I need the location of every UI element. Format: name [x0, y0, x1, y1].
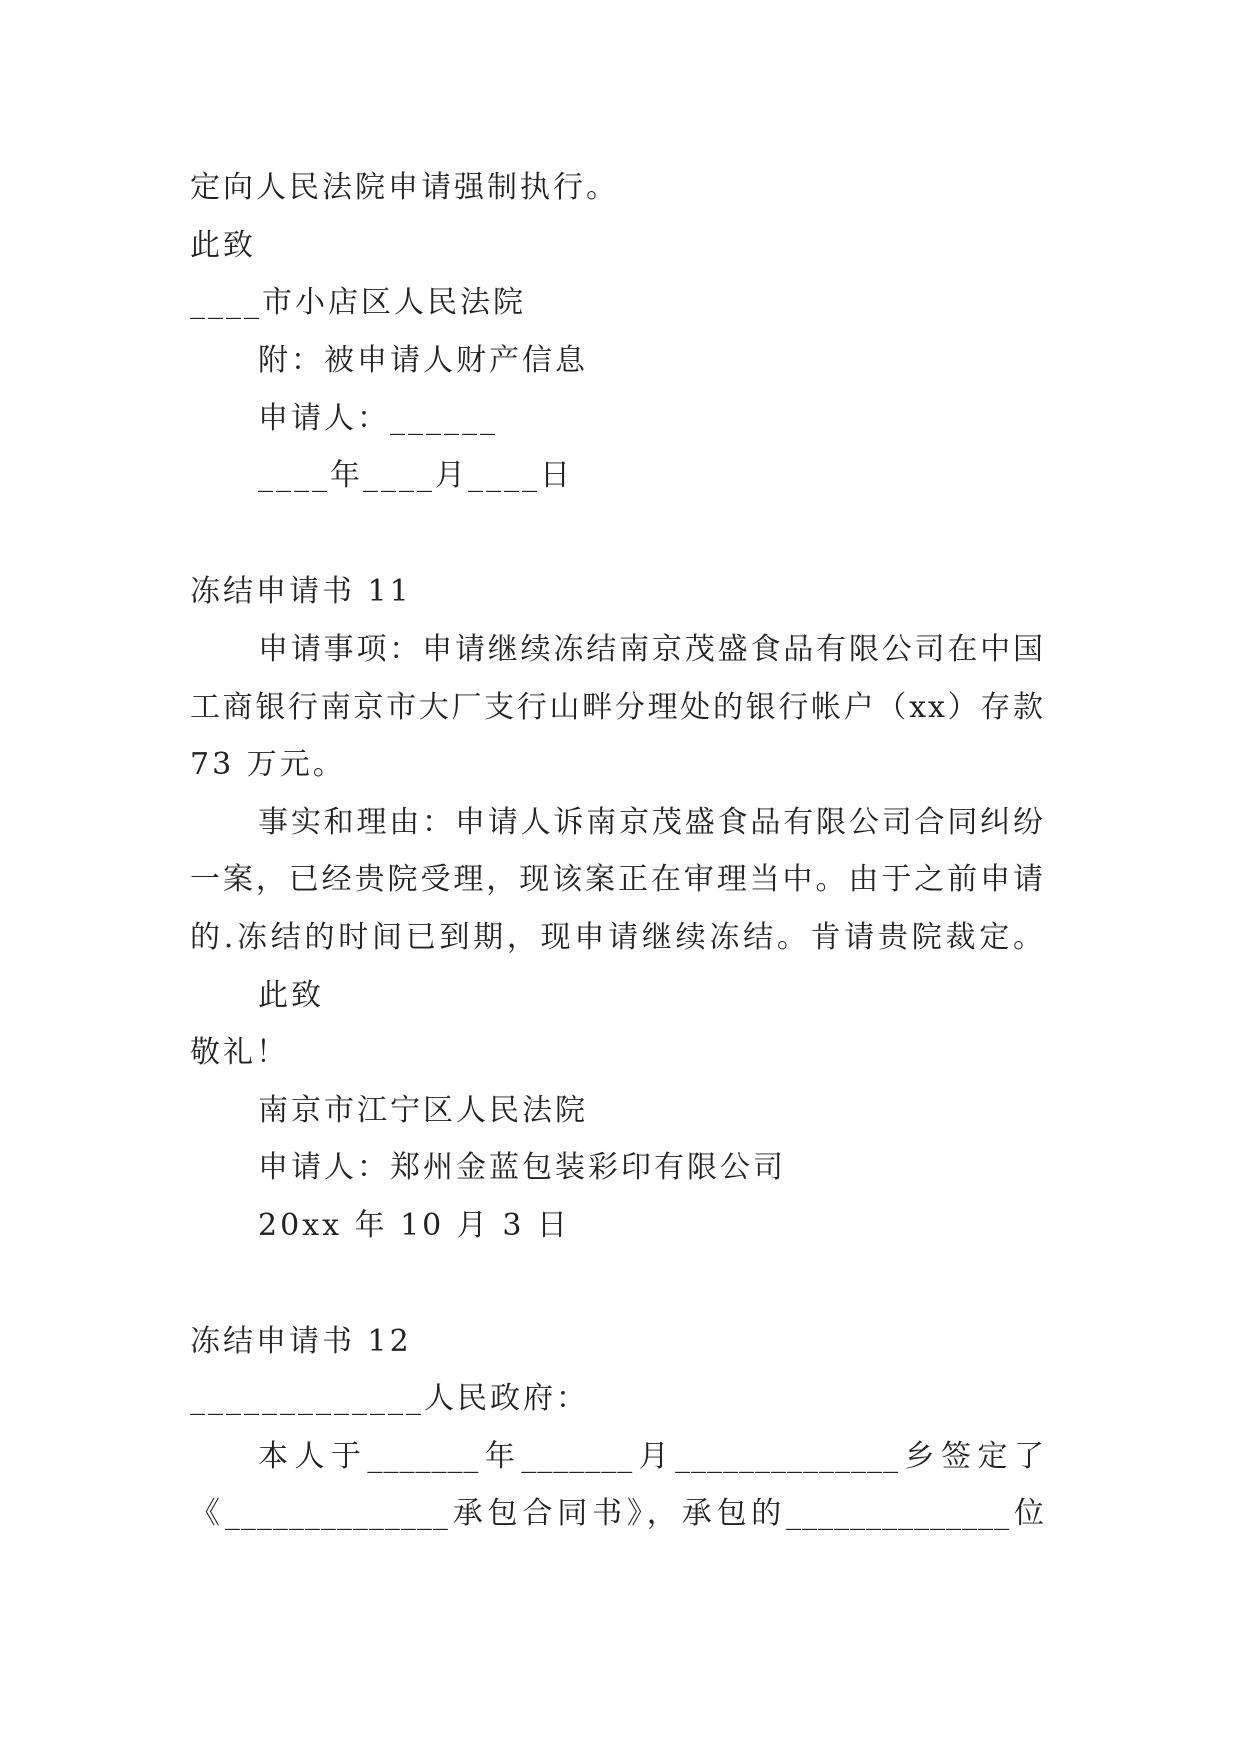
text-line: 本人于_______年_______月______________乡签定了	[258, 1439, 1045, 1474]
section-title: 冻结申请书 11	[190, 574, 412, 609]
text-line: 此致	[190, 228, 256, 263]
text-line: 附：被申请人财产信息	[258, 343, 588, 378]
text-line: 申请人：______	[258, 401, 498, 436]
text-line: _____________人民政府：	[190, 1381, 589, 1416]
section-title: 冻结申请书 12	[190, 1324, 412, 1359]
text-line: 定向人民法院申请强制执行。	[190, 170, 619, 205]
text-line: 申请事项：申请继续冻结南京茂盛食品有限公司在中国	[258, 632, 1045, 667]
text-line: ____年____月____日	[258, 458, 573, 493]
text-line: 事实和理由：申请人诉南京茂盛食品有限公司合同纠纷	[258, 805, 1045, 840]
text-line: ____市小店区人民法院	[190, 285, 526, 320]
text-line: 一案，已经贵院受理，现该案正在审理当中。由于之前申请	[190, 862, 1045, 897]
text-line: 20xx 年 10 月 3 日	[258, 1208, 570, 1243]
text-line: 《______________承包合同书》，承包的______________位	[190, 1496, 1045, 1531]
text-line: 此致	[258, 978, 324, 1013]
text-line: 南京市江宁区人民法院	[258, 1093, 588, 1128]
text-line: 73 万元。	[190, 747, 346, 782]
text-line: 工商银行南京市大厂支行山畔分理处的银行帐户（xx）存款	[190, 690, 1045, 725]
text-line: 申请人：郑州金蓝包装彩印有限公司	[258, 1150, 786, 1185]
text-line: 的.冻结的时间已到期，现申请继续冻结。肯请贵院裁定。	[190, 920, 1045, 955]
text-line: 敬礼！	[190, 1035, 289, 1070]
